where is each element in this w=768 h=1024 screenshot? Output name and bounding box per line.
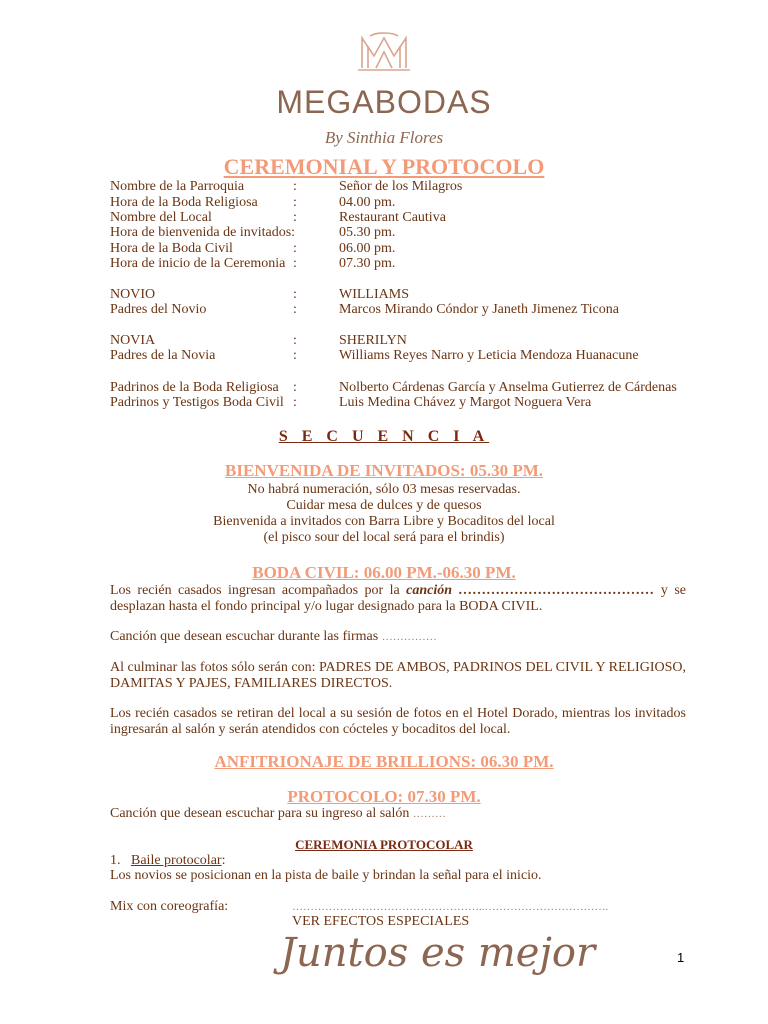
detail-label: Nombre de la Parroquia	[110, 179, 245, 194]
couple-value: Williams Reyes Narro y Leticia Mendoza Huanacune	[339, 348, 639, 363]
detail-value: Restaurant Cautiva	[339, 210, 446, 225]
detail-colon: :	[293, 195, 297, 210]
detail-colon: :	[293, 210, 297, 225]
detail-colon: :	[293, 256, 297, 271]
couple-value: WILLIAMS	[339, 287, 409, 302]
mix-label: Mix con coreografía:	[110, 899, 229, 914]
couple-colon: :	[293, 395, 297, 410]
couple-value: Nolberto Cárdenas García y Anselma Gutierrez de Cárdenas	[339, 380, 677, 395]
section-heading-secuencia: S E C U E N C I A	[278, 428, 490, 445]
protocolo-song-text: Canción que desean escuchar para su ingreso al salón	[110, 806, 410, 821]
detail-value: 05.30 pm.	[339, 225, 396, 240]
civil-paragraph-firmas	[110, 629, 686, 645]
couple-label: Padrinos de la Boda Religiosa	[110, 380, 279, 395]
couple-label: NOVIA	[110, 333, 156, 348]
detail-value: 07.30 pm.	[339, 256, 396, 271]
civil-paragraph-retiro: Los recién casados se retiran del local a su sesión de fotos en el Hotel Dorado, mientras los invitados ingresarán al salón y serán atendidos con cócteles y bocaditos del local.	[110, 706, 686, 737]
civil-song-placeholder: canción ……………………………………	[406, 583, 655, 598]
detail-label: Hora de la Boda Religiosa	[110, 195, 258, 210]
heading-bienvenida: BIENVENIDA DE INVITADOS: 05.30 PM.	[225, 461, 543, 480]
couple-colon: :	[293, 348, 297, 363]
subheading-ceremonia-protocolar: CEREMONIA PROTOCOLAR	[295, 837, 473, 852]
detail-label: Hora de inicio de la Ceremonia	[110, 256, 286, 271]
civil-paragraph-ingreso	[110, 583, 686, 615]
brand-name: MEGABODAS	[276, 84, 492, 120]
footer-script-slogan: Juntos es mejor	[280, 930, 596, 976]
couple-colon: :	[293, 302, 297, 317]
protocol-item-1	[110, 853, 686, 869]
protocol-item-1-text: Los novios se posicionan en la pista de baile y brindan la señal para el inicio.	[110, 868, 542, 883]
detail-value: Señor de los Milagros	[339, 179, 463, 194]
couple-colon: :	[293, 287, 297, 302]
bienvenida-line: Bienvenida a invitados con Barra Libre y Bocaditos del local	[213, 514, 555, 529]
civil-text: Los recién casados ingresan acompañados por la	[110, 583, 407, 598]
heading-protocolo: PROTOCOLO: 07.30 PM.	[287, 787, 481, 806]
couple-value: Luis Medina Chávez y Margot Noguera Vera	[339, 395, 592, 410]
item-label: Baile protocolar	[131, 853, 222, 868]
brand-byline: By Sinthia Flores	[324, 128, 444, 147]
detail-label: Hora de bienvenida de invitados:	[110, 225, 296, 240]
couple-label: Padres del Novio	[110, 302, 207, 317]
civil-firmas-text: Canción que desean escuchar durante las firmas	[110, 629, 379, 644]
bienvenida-line: (el pisco sour del local será para el brindis)	[263, 530, 505, 545]
detail-value: 04.00 pm.	[339, 195, 396, 210]
civil-text: y se desplazan hasta el fondo principal y/o lugar designado para la BODA CIVIL.	[110, 583, 686, 614]
detail-colon: :	[293, 179, 297, 194]
document-title: CEREMONIAL Y PROTOCOLO	[223, 154, 545, 179]
bienvenida-line: Cuidar mesa de dulces y de quesos	[286, 498, 482, 513]
heading-anfitrionaje: ANFITRIONAJE DE BRILLIONS: 06.30 PM.	[214, 752, 554, 771]
bienvenida-line: No habrá numeración, sólo 03 mesas reservadas.	[247, 482, 521, 497]
couple-value: Marcos Mirando Cóndor y Janeth Jimenez Ticona	[339, 302, 619, 317]
civil-firmas-dots: ……………	[381, 631, 437, 643]
couple-label: Padrinos y Testigos Boda Civil	[110, 395, 284, 410]
detail-label: Nombre del Local	[110, 210, 212, 225]
detail-label: Hora de la Boda Civil	[110, 241, 233, 256]
couple-colon: :	[293, 333, 297, 348]
heading-boda-civil: BODA CIVIL: 06.00 PM.-06.30 PM.	[252, 563, 516, 582]
couple-label: NOVIO	[110, 287, 156, 302]
civil-paragraph-fotos: Al culminar las fotos sólo serán con: PADRES DE AMBOS, PADRINOS DEL CIVIL Y RELIGIOSO, DAMITAS Y PAJES, FAMILIARES DIRECTOS.	[110, 660, 686, 691]
monogram-logo-icon	[356, 32, 412, 72]
item-colon: :	[221, 853, 226, 868]
mix-dots: ……………………………………………..…………………………….	[292, 901, 609, 913]
efectos-especiales-note: VER EFECTOS ESPECIALES	[292, 914, 470, 929]
couple-label: Padres de la Novia	[110, 348, 216, 363]
couple-value: SHERILYN	[339, 333, 407, 348]
protocolo-song-line	[110, 806, 686, 822]
mix-coreografia-line	[110, 899, 686, 915]
item-number: 1.	[110, 853, 121, 868]
couple-colon: :	[293, 380, 297, 395]
page-number: 1	[677, 950, 685, 965]
protocolo-song-dots: ………	[412, 808, 446, 820]
bienvenida-notes	[0, 482, 768, 546]
detail-colon: :	[293, 241, 297, 256]
detail-value: 06.00 pm.	[339, 241, 396, 256]
